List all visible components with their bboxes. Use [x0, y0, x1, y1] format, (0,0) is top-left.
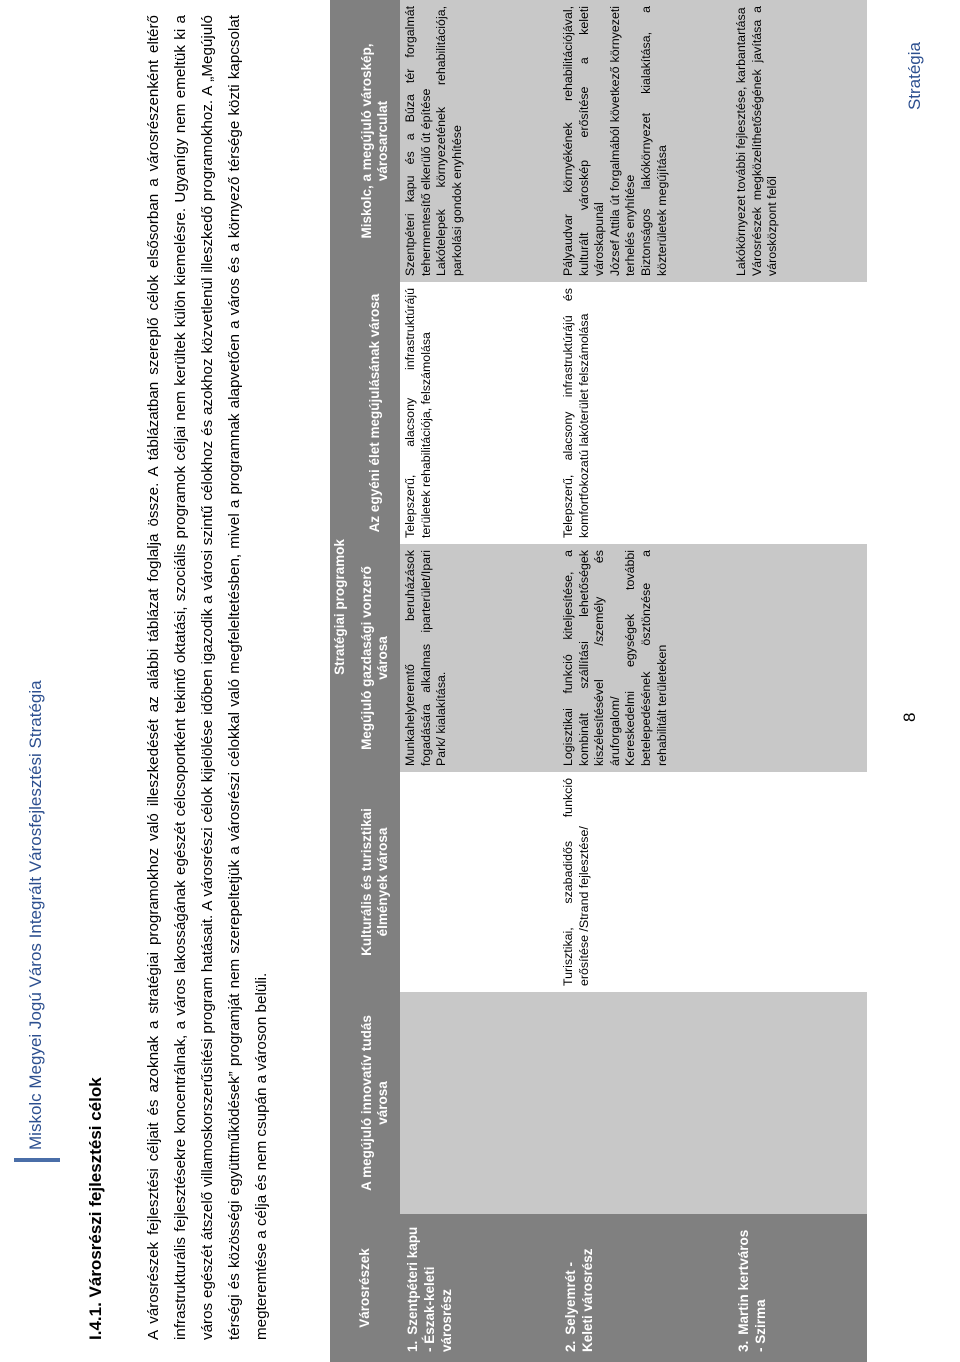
header-col-innovation: A megújuló innovatív tudás városa	[350, 992, 400, 1214]
header-col-economy: Megújuló gazdasági vonzerő városa	[350, 544, 400, 772]
header-title: Miskolc Megyei Jogú Város Integrált Városfejlesztési Stratégia	[26, 680, 45, 1150]
cell-economy	[558, 544, 731, 772]
page-number: 8	[900, 712, 919, 722]
row-label: Martin kertváros - Szirma	[736, 1229, 768, 1352]
cell-line: Lakótelepek környezetének rehabilitációja, parkolási gondok enyhítése	[434, 5, 464, 276]
cell-cityscape	[400, 0, 558, 282]
cell-line: Logisztikai funkció kiteljesítése, a kombinált szállítási lehetőségek kiszélesítésével /személy és áruforgalom/	[561, 550, 622, 766]
cell-innovation	[558, 992, 731, 1214]
table-row	[400, 0, 558, 1362]
cell-line: Lakókörnyezet további fejlesztése, karbantartása	[734, 7, 748, 276]
cell-individual: Telepszerű, alacsony infrastruktúrájú területek rehabilitációja, felszámolása	[400, 282, 558, 544]
header-col-cityscape: Miskolc, a megújuló városkép, városarculat	[350, 0, 400, 282]
row-number: 2.	[563, 1340, 578, 1352]
header-col-culture: Kulturális és turisztikai élmények városa	[350, 772, 400, 992]
cell-culture: Turisztikai, szabadidős funkció erősítése /Strand fejlesztése/	[558, 772, 731, 992]
cell-innovation	[400, 992, 558, 1214]
cell-individual	[731, 282, 867, 544]
cell-innovation	[731, 992, 867, 1214]
row-label: Selyemrét - Keleti városrész	[563, 1248, 595, 1352]
page-header	[0, 0, 72, 1362]
cell-economy	[731, 544, 867, 772]
cell-line: Városrészek megközelíthetőségének javítása a városközpont felől	[749, 5, 780, 276]
row-number: 3.	[736, 1340, 751, 1352]
header-col-individual: Az egyéni élet megújulásának városa	[350, 282, 400, 544]
cell-culture	[400, 772, 558, 992]
cell-culture	[731, 772, 867, 992]
table-row	[558, 0, 731, 1362]
cell-line: Pályaudvar környékének rehabilitációjával, kulturált városkép erősítése a keleti városkapunál	[561, 5, 607, 276]
goals-table	[330, 0, 867, 1362]
section-heading: I.4.1. Városrészi fejlesztési célok	[86, 1077, 105, 1340]
cell-individual: Telepszerű, alacsony infrastruktúrájú és komfortfokozatú lakóterület felszámolása	[558, 282, 731, 544]
footer-label: Stratégia	[905, 42, 924, 111]
cell-line: Szentpéteri kapu és a Búza tér forgalmát tehermentesítő elkerülő út építése	[403, 5, 433, 276]
row-district-name	[400, 1214, 558, 1362]
header-districts: Városrészek	[330, 1214, 400, 1362]
header-rule	[14, 1158, 60, 1162]
table-row	[731, 0, 867, 1362]
cell-line: Kereskedelmi egységek további betelepedésének ösztönzése a rehabilitált területeken	[623, 550, 669, 766]
intro-paragraph: A városrészek fejlesztési céljait és azoknak a stratégiai programokhoz való illeszkedését az alábbi táblázat foglalja össze. A táblázatban szereplő célok elsősorban a városrészenként eltérő infrastrukturális fejlesztésekre koncentrálnak, a város lakosságának egészét célcsoportként tekintő oktatási, szociális programok céljai nem kerültek külön kiemelésre. Ugyanígy nem emeltük ki a város egészét átszelő villamoskorszerűsítési program hatásait. A városrészi célok kijelölése időben igazodik a városi szintű célokhoz és azokhoz közvetlenül illeszkedő programokhoz. A „Megújuló térségi és közösségi együttműködések” programját nem szerepeltetjük a városrészi célokkal való megfeleltetésben, mivel a programnak alapvetően a város és a környező térsége közti kapcsolat megteremtése a célja és nem csupán a városon belüli.	[145, 15, 270, 1340]
header-programs-group: Stratégiai programok	[330, 0, 350, 1214]
goals-table-grid	[330, 0, 867, 1362]
cell-line: Biztonságos lakókörnyezet kialakítása, a közterületek megújítása	[638, 5, 669, 276]
cell-cityscape	[558, 0, 731, 282]
row-label: Szentpéteri kapu - Észak-keleti városrész	[405, 1226, 454, 1352]
cell-line: József Attila út forgalmából következő környezeti terhelés enyhítése	[607, 5, 638, 276]
row-district-name	[731, 1214, 867, 1362]
cell-cityscape	[731, 0, 867, 282]
intro-text	[140, 15, 310, 1340]
row-number: 1.	[405, 1340, 420, 1352]
row-district-name	[558, 1214, 731, 1362]
cell-economy: Munkahelyteremtő beruházások fogadására alkalmas iparterület/Ipari Park/ kialakítása.	[400, 544, 558, 772]
